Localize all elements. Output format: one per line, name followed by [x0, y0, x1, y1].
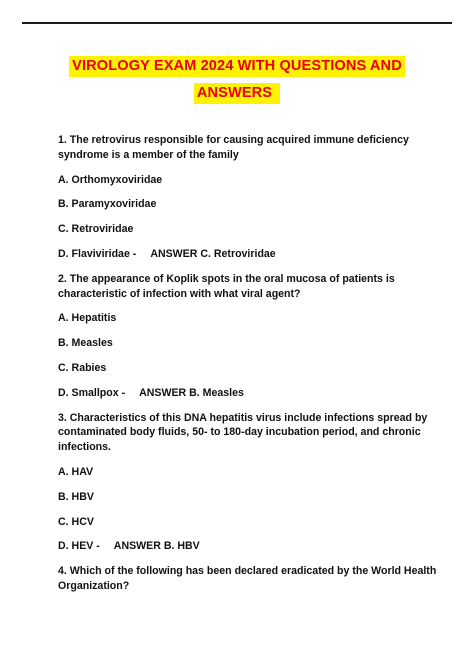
document-title	[0, 56, 474, 104]
question-block	[58, 564, 438, 594]
option-d: D. Smallpox -	[58, 386, 126, 399]
option-b: B. HBV	[58, 490, 94, 503]
option-d-with-answer	[58, 539, 438, 554]
option-d-with-answer	[58, 386, 438, 401]
option-d: D. Flaviviridae -	[58, 247, 137, 260]
option-d: D. HEV -	[58, 540, 100, 553]
option-b: B. Paramyxoviridae	[58, 198, 157, 211]
option-a: A. Hepatitis	[58, 312, 117, 325]
question-block	[58, 272, 438, 401]
answer-text: ANSWER B. Measles	[139, 386, 244, 399]
answer-text: ANSWER C. Retroviridae	[150, 247, 276, 260]
option-c: C. Retroviridae	[58, 223, 134, 236]
question-block	[58, 411, 438, 555]
option-c: C. HCV	[58, 515, 94, 528]
option-a: A. Orthomyxoviridae	[58, 173, 163, 186]
question-list	[58, 133, 438, 604]
title-line-2: ANSWERS	[194, 83, 280, 104]
top-rule	[22, 22, 452, 24]
option-c: C. Rabies	[58, 361, 107, 374]
title-line-1: VIROLOGY EXAM 2024 WITH QUESTIONS AND	[69, 56, 405, 77]
question-text: 1. The retrovirus responsible for causing acquired immune deficiency syndrome is a member of the family	[58, 134, 409, 161]
option-d-with-answer	[58, 247, 438, 262]
question-text: 2. The appearance of Koplik spots in the oral mucosa of patients is characteristic of infection with what viral agent?	[58, 272, 395, 300]
option-a: A. HAV	[58, 465, 94, 478]
option-b: B. Measles	[58, 337, 113, 350]
question-text: 3. Characteristics of this DNA hepatitis virus include infections spread by contaminated body fluids, 50- to 180-day incubation period, and chronic infections.	[58, 411, 428, 454]
question-text: 4. Which of the following has been declared eradicated by the World Health Organization?	[58, 565, 437, 592]
answer-text: ANSWER B. HBV	[113, 540, 200, 553]
question-block	[58, 133, 438, 262]
